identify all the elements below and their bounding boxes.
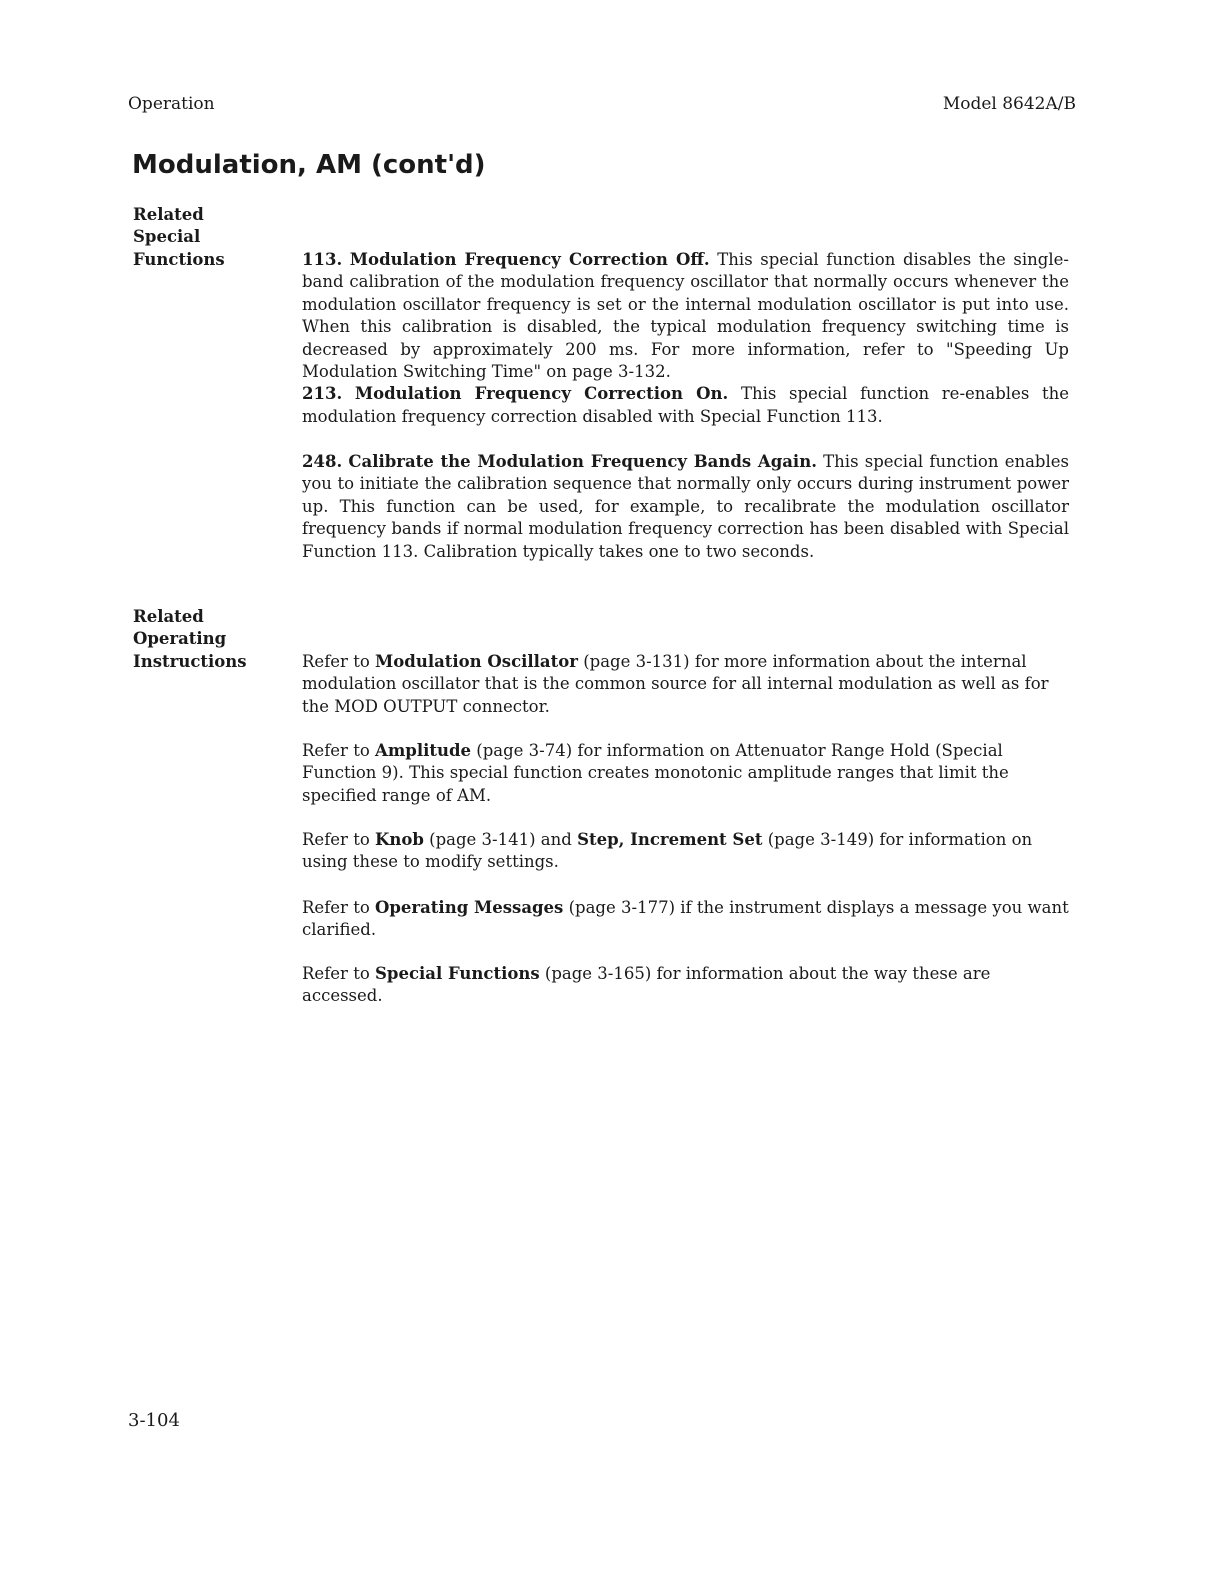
ref-modulation-oscillator [302,651,1069,718]
ref-text: Refer to [302,964,376,983]
sf213-name: Modulation Frequency Correction On. [354,384,729,404]
page-title: Modulation, AM (cont'd) [132,150,486,180]
sf213-text: This special function re-enables the modulation frequency correction disabled with Special Function 113. [302,384,1069,426]
ref-text: (page 3-131) for more information about the internal modulation oscillator that is the common source for all internal modulation as well as for the MOD OUTPUT connector. [302,652,1049,716]
sf248-name: Calibrate the Modulation Frequency Bands Again. [348,452,817,471]
page-number: 3-104 [128,1410,180,1431]
side-heading-line: Instructions [133,651,247,671]
ref-topic: Amplitude [375,741,472,760]
ref-topic: Special Functions [375,964,540,983]
side-heading-line: Operating [133,629,227,649]
sf113-text: This special function disables the single-band calibration of the modulation frequency oscillator that normally occurs whenever the modulation oscillator frequency is set or the internal modulation oscillator is put into use. When this calibration is disabled, the typical modulation frequency switching time is decreased by approximately 200 ms. For more information, refer to "Speeding Up Modulation Switching Time" on page 3-132. [302,250,1069,382]
ref-text: Refer to [302,898,376,917]
sf248-paragraph [302,451,1069,563]
sf248-number: 248. [302,452,343,471]
ref-operating-messages [302,897,1069,942]
special-functions-block [302,249,1069,428]
ref-amplitude [302,740,1069,807]
ref-knob-step [302,829,1069,874]
ref-text: Refer to [302,652,376,671]
sf113-paragraph [302,249,1069,383]
sf248-text: This special function enables you to initiate the calibration sequence that normally only occurs during instrument power up. This function can be used, for example, to recalibrate the modulation oscillator frequency bands if normal modulation frequency correction has been disabled with Special Function 113. Calibration typically takes one to two seconds. [302,452,1069,561]
ref-topic: Knob [375,830,424,849]
ref-text: (page 3-141) and [423,830,578,849]
ref-topic: Modulation Oscillator [375,652,578,671]
ref-text: Refer to [302,830,376,849]
sf248-block [302,451,1069,563]
side-heading-line: Related [133,607,204,626]
side-heading-line: Functions [133,249,225,269]
sf113-number: 113. [302,250,343,269]
side-heading-related-operating-instructions [133,606,247,673]
sf213-paragraph [302,383,1069,428]
ref-text: (page 3-74) for information on Attenuator Range Hold (Special Function 9). This special function creates monotonic amplitude ranges that limit the specified range of AM. [302,741,1009,805]
ref-special-functions [302,963,1069,1008]
running-header-model: Model 8642A/B [942,94,1076,114]
ref-text: (page 3-149) for information on using these to modify settings. [302,830,1033,872]
ref-topic: Operating Messages [375,898,564,917]
side-heading-related-special-functions [133,204,225,271]
side-heading-line: Related [133,205,204,224]
ref-text: (page 3-165) for information about the way these are accessed. [302,964,991,1006]
sf213-number: 213. [302,384,343,404]
sf113-name: Modulation Frequency Correction Off. [349,250,710,269]
side-heading-line: Special [133,227,201,247]
running-header-section: Operation [128,94,215,114]
ref-text: Refer to [302,741,376,760]
ref-topic: Step, Increment Set [577,830,763,849]
ref-text: (page 3-177) if the instrument displays a message you want clarified. [302,898,1069,940]
